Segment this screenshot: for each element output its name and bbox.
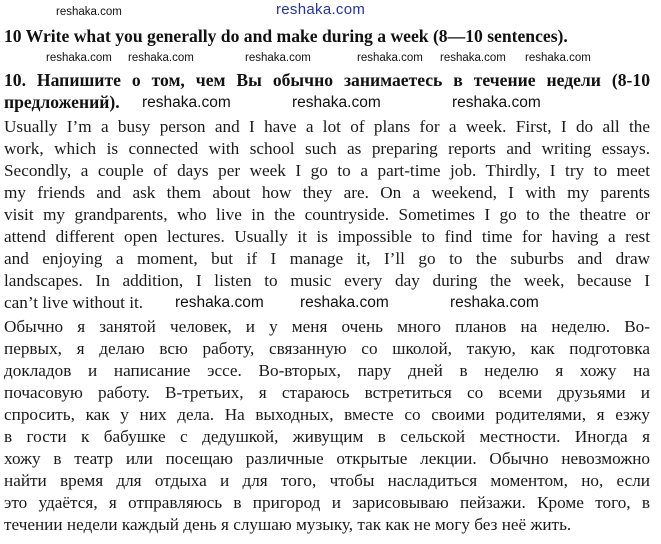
- text-line: can’t live without it.: [4, 293, 144, 312]
- text-line: visit my grandparents, who live in the countryside. Sometimes I go to the theatre or: [4, 205, 650, 224]
- task-title-ru: 10. Напишите о том, чем Вы обычно занимаетесь в течение недели (8-10: [4, 70, 650, 90]
- text-line: Usually I’m a busy person and I have a lot of plans for a week. First, I do all the: [4, 117, 650, 136]
- watermark: reshaka.com: [245, 52, 311, 64]
- text-line: work, which is connected with school such as preparing reports and writing essays.: [4, 139, 650, 158]
- watermark: reshaka.com: [175, 294, 264, 311]
- text-line: это удаётся, я отправляюсь в пригород и зарисовываю пейзажи. Кроме того, в: [4, 493, 650, 512]
- text-line: течении недели каждый день я слушаю музыку, так как не могу без неё жить.: [4, 515, 572, 534]
- task-title-ru-cont: предложений).: [4, 92, 120, 112]
- watermark: reshaka.com: [525, 52, 591, 64]
- watermark: reshaka.com: [450, 294, 539, 311]
- text-line: первых, я делаю всю работу, связанную со школой, такую, как подготовка: [4, 339, 650, 358]
- watermark: reshaka.com: [276, 1, 366, 18]
- text-line: Обычно я занятой человек, и у меня очень много планов на неделю. Во-: [4, 317, 650, 336]
- task-title-en: 10 Write what you generally do and make during a week (8—10 sentences).: [4, 26, 568, 46]
- text-line: attend different open lectures. Usually it is impossible to find time for having a rest: [4, 227, 650, 246]
- watermark: reshaka.com: [357, 52, 423, 64]
- watermark: reshaka.com: [46, 52, 112, 64]
- text-line: найти время для отдыха и для того, чтобы насладиться моментом, но, если: [4, 471, 650, 490]
- text-line: в гости к бабушке с дедушкой, живущим в сельской местности. Иногда я: [4, 427, 650, 446]
- watermark: reshaka.com: [56, 6, 122, 18]
- text-line: and enjoying a moment, but if I manage it, I’ll go to the suburbs and draw: [4, 249, 650, 268]
- watermark: reshaka.com: [128, 52, 194, 64]
- text-line: хожу в театр или посещаю различные открытые лекции. Обычно невозможно: [4, 449, 650, 468]
- text-line: докладов и написание эссе. Во-вторых, пару дней в неделю я хожу на: [4, 361, 650, 380]
- watermark: reshaka.com: [300, 294, 389, 311]
- watermark: reshaka.com: [452, 94, 541, 111]
- watermark: reshaka.com: [440, 52, 506, 64]
- text-line: my friends and ask them about how they are. On a weekend, I with my parents: [4, 183, 650, 202]
- text-line: почасовую работу. В-третьих, я стараюсь встретиться со всеми друзьями и: [4, 383, 650, 402]
- text-line: Secondly, a couple of days per week I go to a part-time job. Thirdly, I try to meet: [4, 161, 650, 180]
- watermark: reshaka.com: [292, 94, 381, 111]
- text-line: landscapes. In addition, I listen to music every day during the week, because I: [4, 271, 650, 290]
- text-line: спросить, как у них дела. На выходных, вместе со своими родителями, я езжу: [4, 405, 650, 424]
- watermark: reshaka.com: [142, 94, 231, 111]
